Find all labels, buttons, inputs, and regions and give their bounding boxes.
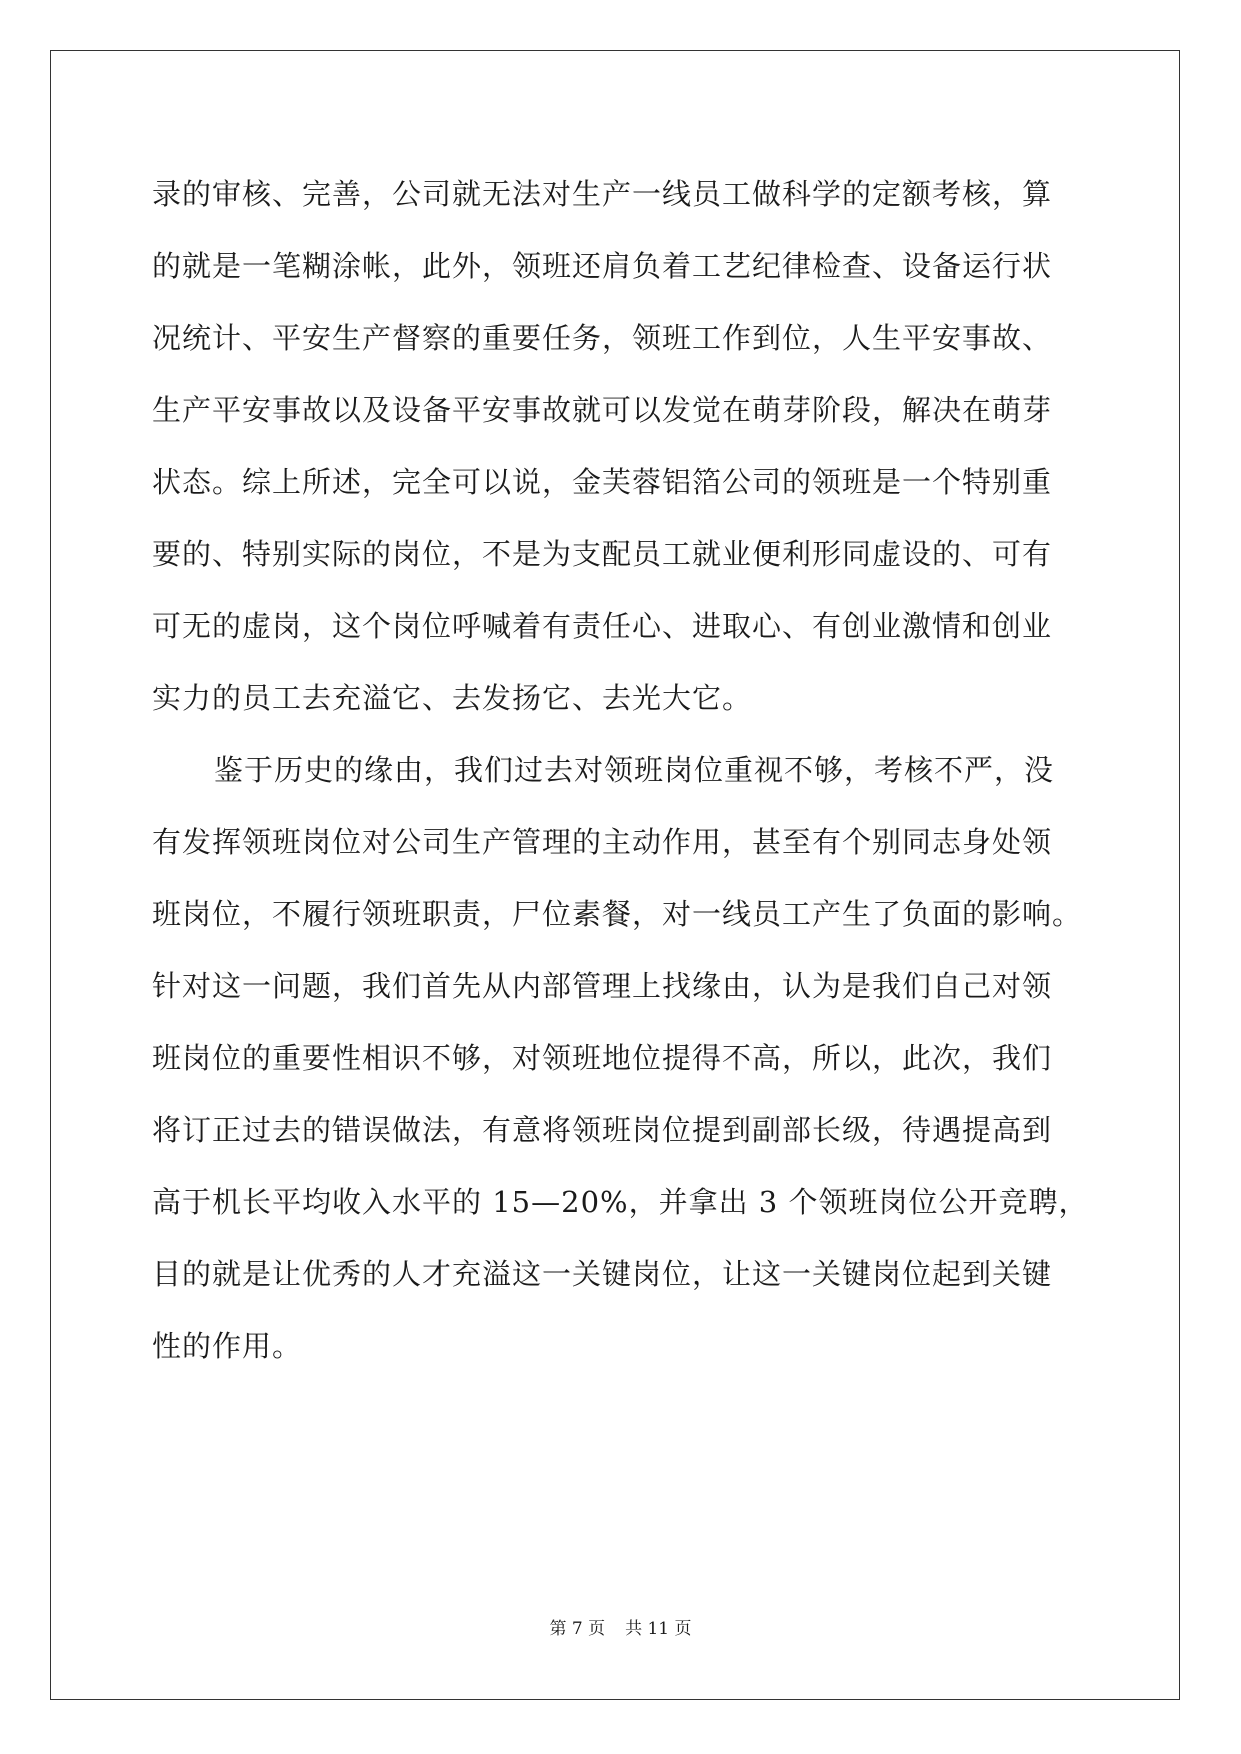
text-line: 生产平安事故以及设备平安事故就可以发觉在萌芽阶段，解决在萌芽	[152, 393, 1053, 427]
text-line: 班岗位，不履行领班职责，尸位素餐，对一线员工产生了负面的影响。	[152, 897, 1083, 931]
text-line: 有发挥领班岗位对公司生产管理的主动作用，甚至有个别同志身处领	[152, 825, 1053, 859]
text-line: 要的、特别实际的岗位，不是为支配员工就业便利形同虚设的、可有	[152, 537, 1053, 571]
document-body	[152, 158, 1092, 1382]
text-line-indented: 鉴于历史的缘由，我们过去对领班岗位重视不够，考核不严，没	[214, 753, 1055, 787]
page-number: 第 7 页	[549, 1619, 606, 1639]
page-total: 共 11 页	[625, 1619, 692, 1639]
text-line: 可无的虚岗，这个岗位呼喊着有责任心、进取心、有创业激情和创业	[152, 609, 1053, 643]
text-line: 录的审核、完善，公司就无法对生产一线员工做科学的定额考核，算	[152, 177, 1053, 211]
text-line: 实力的员工去充溢它、去发扬它、去光大它。	[152, 681, 753, 715]
text-line: 针对这一问题，我们首先从内部管理上找缘由，认为是我们自己对领	[152, 969, 1053, 1003]
text-line: 高于机长平均收入水平的 15—20%，并拿出 3 个领班岗位公开竞聘，	[152, 1185, 1089, 1219]
text-line: 性的作用。	[152, 1329, 303, 1363]
text-line: 班岗位的重要性相识不够，对领班地位提得不高，所以，此次，我们	[152, 1041, 1053, 1075]
text-line: 状态。综上所述，完全可以说，金芙蓉铝箔公司的领班是一个特别重	[152, 465, 1053, 499]
text-line: 的就是一笔糊涂帐，此外，领班还肩负着工艺纪律检查、设备运行状	[152, 249, 1053, 283]
paragraph-1	[152, 158, 1092, 734]
text-line: 将订正过去的错误做法，有意将领班岗位提到副部长级，待遇提高到	[152, 1113, 1053, 1147]
text-line: 况统计、平安生产督察的重要任务，领班工作到位，人生平安事故、	[152, 321, 1053, 355]
page-footer	[0, 1614, 1241, 1639]
paragraph-2	[152, 734, 1092, 1382]
text-line: 目的就是让优秀的人才充溢这一关键岗位，让这一关键岗位起到关键	[152, 1257, 1053, 1291]
